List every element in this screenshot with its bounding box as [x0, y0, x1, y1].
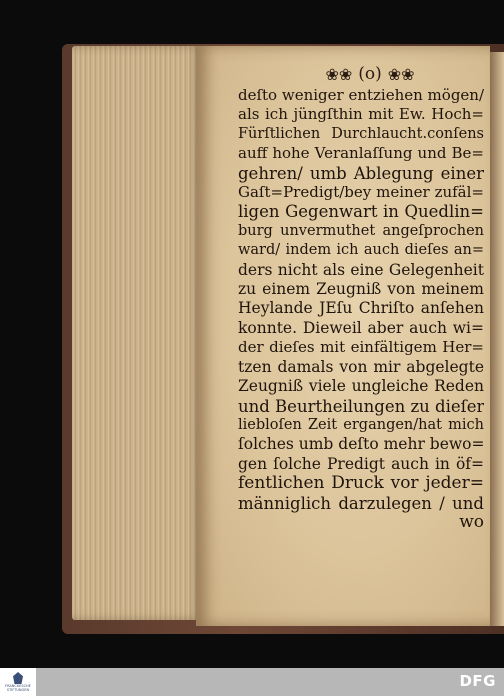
- page-text: [238, 86, 484, 532]
- text-line: Zeugniß viele ungleiche Reden: [238, 377, 484, 396]
- text-line: gen ſolche Predigt auch in öf=: [238, 454, 484, 473]
- text-line: burg unvermuthet angeſprochen: [238, 222, 484, 239]
- text-line: ligen Gegenwart in Quedlin=: [238, 202, 484, 222]
- ornament-right-icon: ❀❀: [387, 64, 415, 84]
- francke-logo-text: FRANCKESCHE STIFTUNGEN: [5, 684, 31, 692]
- text-line: zu einem Zeugniß von meinem: [238, 280, 484, 299]
- text-line: Heylande JEſu Chriſto anſehen: [238, 299, 484, 318]
- text-line: liebloſen Zeit ergangen/hat mich: [238, 416, 484, 433]
- text-line: gehren/ umb Ablegung einer: [238, 163, 484, 183]
- page-header-ornament: [320, 62, 420, 86]
- text-line: tzen damals von mir abgelegte: [238, 357, 484, 376]
- text-line: der dieſes mit einfältigem Her=: [238, 338, 484, 357]
- page-edges: [72, 46, 202, 620]
- text-line: Fürſtlichen Durchlaucht.conſens: [238, 125, 484, 142]
- text-line: und Beurtheilungen zu dieſer: [238, 396, 484, 416]
- text-line: ward/ indem ich auch dieſes an=: [238, 242, 484, 259]
- dfg-logo[interactable]: DFG: [459, 672, 496, 690]
- text-line: fentlichen Druck vor jeder=: [238, 474, 484, 494]
- text-line: als ich jüngſthin mit Ew. Hoch=: [238, 105, 484, 124]
- text-line: konnte. Dieweil aber auch wi=: [238, 318, 484, 337]
- ornament-left-icon: ❀❀: [325, 64, 353, 84]
- text-line: auff hohe Veranlaſſung und Be=: [238, 144, 484, 163]
- footer-band: [36, 668, 504, 696]
- text-line: ſolches umb deſto mehr bewo=: [238, 435, 484, 454]
- crest-icon: [13, 672, 23, 684]
- page-number: (o): [358, 64, 382, 84]
- text-line: Gaſt=Predigt/bey meiner zufäl=: [238, 183, 484, 202]
- facing-page-edge: [490, 52, 504, 626]
- text-line: männiglich darzulegen / und: [238, 493, 484, 513]
- francke-logo[interactable]: [4, 670, 32, 694]
- text-line: ders nicht als eine Gelegenheit: [238, 260, 484, 279]
- text-line: deſto weniger entziehen mögen/: [238, 86, 484, 104]
- catchword: wo: [459, 512, 484, 532]
